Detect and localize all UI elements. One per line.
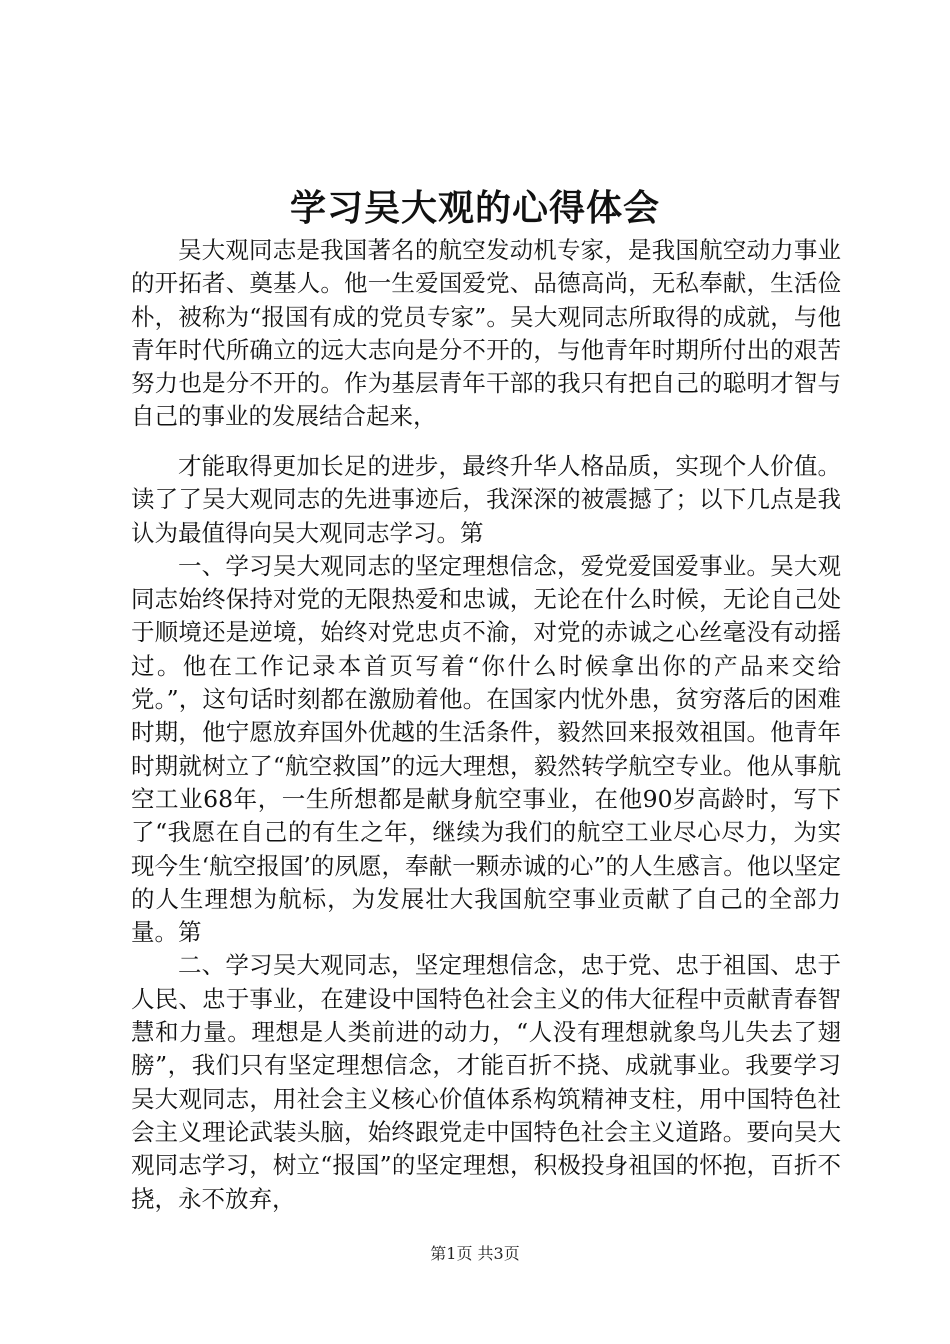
paragraph-3: 一、学习吴大观同志的坚定理想信念，爱党爱国爱事业。吴大观同志始终保持对党的无限热爱和忠诚，无论在什么时候，无论自己处于顺境还是逆境，始终对党忠贞不渝，对党的赤诚之心丝毫没有动摇过。他在工作记录本首页写着“你什么时候拿出你的产品来交给党。”，这句话时刻都在激励着他。在国家内忧外患，贫穷落后的困难时期，他宁愿放弃国外优越的生活条件，毅然回来报效祖国。他青年时期就树立了“航空救国”的远大理想，毅然转学航空专业。他从事航空工业68年，一生所想都是献身航空事业，在他90岁高龄时，写下了“我愿在自己的有生之年，继续为我们的航空工业尽心尽力，为实现今生‘航空报国’的夙愿，奉献一颗赤诚的心”的人生感言。他以坚定的人生理想为航标，为发展壮大我国航空事业贡献了自己的全部力量。第 — [131, 551, 841, 947]
paragraph-2: 才能取得更加长足的进步，最终升华人格品质，实现个人价值。读了了吴大观同志的先进事迹后，我深深的被震撼了；以下几点是我认为最值得向吴大观同志学习。第 — [131, 452, 841, 547]
page-number-footer: 第1页 共3页 — [430, 1244, 520, 1263]
paragraph-4: 二、学习吴大观同志，坚定理想信念，忠于党、忠于祖国、忠于人民、忠于事业，在建设中国特色社会主义的伟大征程中贡献青春智慧和力量。理想是人类前进的动力，“人没有理想就象鸟儿失去了翅膀”，我们只有坚定理想信念，才能百折不挠、成就事业。我要学习吴大观同志，用社会主义核心价值体系构筑精神支柱，用中国特色社会主义理论武装头脑，始终跟党走中国特色社会主义道路。要向吴大观同志学习，树立“报国”的坚定理想，积极投身祖国的怀抱，百折不挠，永不放弃， — [131, 951, 841, 1213]
paragraph-1: 吴大观同志是我国著名的航空发动机专家，是我国航空动力事业的开拓者、奠基人。他一生爱国爱党、品德高尚，无私奉献，生活俭朴，被称为“报国有成的党员专家”。吴大观同志所取得的成就，与他青年时代所确立的远大志向是分不开的，与他青年时期所付出的艰苦努力也是分不开的。作为基层青年干部的我只有把自己的聪明才智与自己的事业的发展结合起来， — [131, 236, 841, 431]
document-body-part-2 — [131, 450, 841, 1216]
document-body-part-1 — [131, 234, 841, 434]
document-title: 学习吴大观的心得体会 — [289, 187, 660, 229]
